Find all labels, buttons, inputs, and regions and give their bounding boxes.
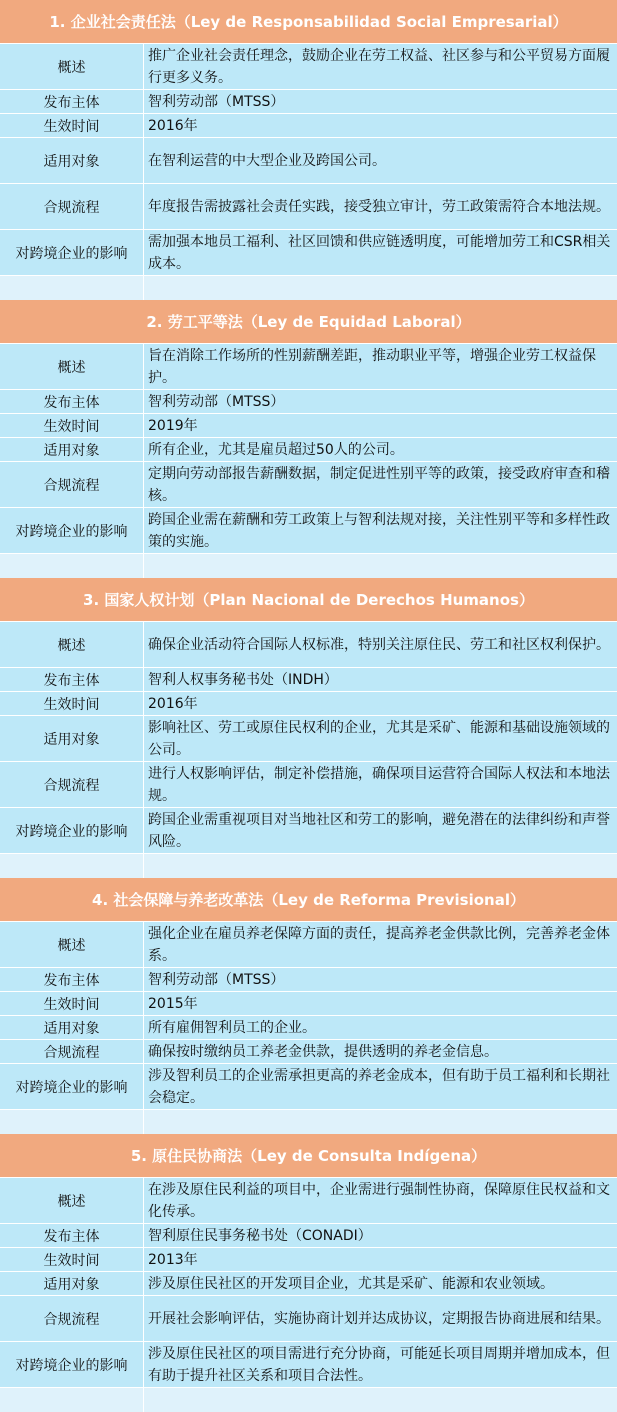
row-label: 发布主体 [0,1224,144,1247]
table-row [0,1064,617,1110]
row-value: 所有企业，尤其是雇员超过50人的公司。 [148,441,404,458]
row-label: 概述 [0,622,144,667]
row-value: 智利人权事务秘书处（INDH） [148,671,338,688]
row-value: 2019年 [148,417,198,434]
row-label: 生效时间 [0,692,144,715]
table-row [0,992,617,1016]
row-value: 2013年 [148,1251,198,1268]
table-row [0,808,617,854]
row-label: 合规流程 [0,462,144,507]
row-label: 概述 [0,44,144,89]
table-row [0,138,617,184]
row-label: 发布主体 [0,668,144,691]
section-spacer [0,854,617,878]
row-value: 强化企业在雇员养老保障方面的责任，提高养老金供款比例，完善养老金体系。 [148,926,610,964]
row-value: 确保按时缴纳员工养老金供款，提供透明的养老金信息。 [148,1043,498,1060]
row-value: 所有雇佣智利员工的企业。 [148,1019,316,1036]
table-row [0,1272,617,1296]
section-title: 3. 国家人权计划（Plan Nacional de Derechos Humanos） [0,578,617,622]
table-row [0,508,617,554]
regulation-section [0,300,617,578]
table-row [0,438,617,462]
regulation-section [0,1134,617,1412]
row-value: 推广企业社会责任理念，鼓励企业在劳工权益、社区参与和公平贸易方面履行更多义务。 [148,48,610,86]
row-value: 开展社会影响评估，实施协商计划并达成协议，定期报告协商进展和结果。 [148,1311,610,1327]
row-value: 定期向劳动部报告薪酬数据，制定促进性别平等的政策，接受政府审查和稽核。 [148,466,610,504]
table-row [0,1296,617,1342]
row-value: 确保企业活动符合国际人权标准，特别关注原住民、劳工和社区权利保护。 [148,637,610,653]
row-value: 跨国企业需重视项目对当地社区和劳工的影响，避免潜在的法律纠纷和声誉风险。 [148,812,610,850]
row-label: 对跨境企业的影响 [0,808,144,853]
row-label: 适用对象 [0,1272,144,1295]
section-spacer [0,1388,617,1412]
section-spacer [0,554,617,578]
table-row [0,414,617,438]
row-value: 旨在消除工作场所的性别薪酬差距，推动职业平等，增强企业劳工权益保护。 [148,348,596,386]
row-label: 生效时间 [0,1248,144,1271]
row-value: 在涉及原住民利益的项目中，企业需进行强制性协商，保障原住民权益和文化传承。 [148,1182,610,1220]
table-row [0,114,617,138]
row-label: 适用对象 [0,438,144,461]
table-row [0,1178,617,1224]
row-value: 涉及原住民社区的项目需进行充分协商，可能延长项目周期并增加成本，但有助于提升社区关系和项目合法性。 [148,1346,610,1384]
row-label: 对跨境企业的影响 [0,230,144,275]
regulation-section [0,878,617,1134]
table-row [0,622,617,668]
row-value: 智利劳动部（MTSS） [148,393,285,410]
table-row [0,1342,617,1388]
row-value: 跨国企业需在薪酬和劳工政策上与智利法规对接，关注性别平等和多样性政策的实施。 [148,512,610,550]
row-label: 发布主体 [0,390,144,413]
row-value: 涉及智利员工的企业需承担更高的养老金成本，但有助于员工福利和长期社会稳定。 [148,1068,610,1106]
table-row [0,462,617,508]
row-value: 2016年 [148,117,198,134]
section-spacer [0,1110,617,1134]
row-label: 合规流程 [0,1296,144,1341]
row-label: 合规流程 [0,762,144,807]
table-row [0,184,617,230]
table-row [0,1224,617,1248]
row-label: 概述 [0,922,144,967]
table-row [0,230,617,276]
row-label: 生效时间 [0,992,144,1015]
row-label: 适用对象 [0,1016,144,1039]
row-label: 合规流程 [0,184,144,229]
section-title: 4. 社会保障与养老改革法（Ley de Reforma Previsional） [0,878,617,922]
table-row [0,344,617,390]
row-label: 生效时间 [0,114,144,137]
table-row [0,1040,617,1064]
regulation-section [0,578,617,878]
regulation-section [0,0,617,300]
row-value: 智利劳动部（MTSS） [148,971,285,988]
table-row [0,90,617,114]
row-value: 在智利运营的中大型企业及跨国公司。 [148,153,386,169]
row-value: 2015年 [148,995,198,1012]
row-value: 进行人权影响评估，制定补偿措施，确保项目运营符合国际人权法和本地法规。 [148,766,610,804]
row-label: 对跨境企业的影响 [0,508,144,553]
table-row [0,44,617,90]
row-value: 需加强本地员工福利、社区回馈和供应链透明度，可能增加劳工和CSR相关成本。 [148,234,611,272]
row-label: 发布主体 [0,90,144,113]
table-row [0,1016,617,1040]
row-label: 适用对象 [0,138,144,183]
section-title: 1. 企业社会责任法（Ley de Responsabilidad Social Empresarial） [0,0,617,44]
row-label: 对跨境企业的影响 [0,1064,144,1109]
table-row [0,922,617,968]
row-label: 适用对象 [0,716,144,761]
table-row [0,390,617,414]
row-label: 发布主体 [0,968,144,991]
row-label: 生效时间 [0,414,144,437]
section-spacer [0,276,617,300]
table-row [0,668,617,692]
row-label: 概述 [0,344,144,389]
row-value: 涉及原住民社区的开发项目企业，尤其是采矿、能源和农业领域。 [148,1275,554,1292]
table-row [0,1248,617,1272]
row-value: 2016年 [148,695,198,712]
table-row [0,692,617,716]
row-value: 智利原住民事务秘书处（CONADI） [148,1227,372,1244]
table-row [0,716,617,762]
section-title: 2. 劳工平等法（Ley de Equidad Laboral） [0,300,617,344]
row-label: 概述 [0,1178,144,1223]
row-value: 智利劳动部（MTSS） [148,93,285,110]
table-row [0,968,617,992]
row-label: 对跨境企业的影响 [0,1342,144,1387]
row-label: 合规流程 [0,1040,144,1063]
table-row [0,762,617,808]
section-title: 5. 原住民协商法（Ley de Consulta Indígena） [0,1134,617,1178]
row-value: 影响社区、劳工或原住民权利的企业，尤其是采矿、能源和基础设施领域的公司。 [148,720,610,758]
row-value: 年度报告需披露社会责任实践，接受独立审计，劳工政策需符合本地法规。 [148,199,610,215]
